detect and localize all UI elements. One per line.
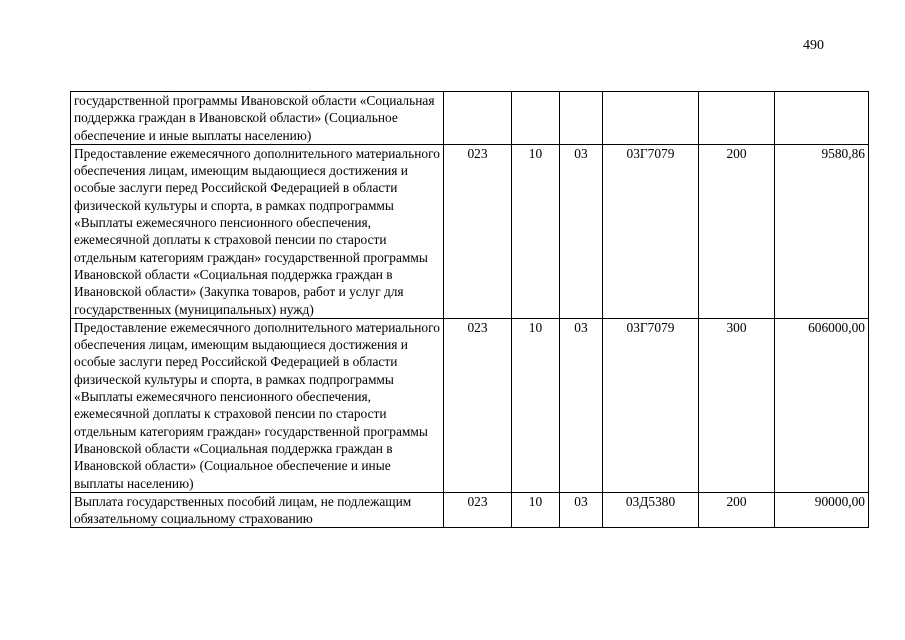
ministry-code-cell: 023 <box>444 492 512 528</box>
target-article-cell: 03Д5380 <box>603 492 699 528</box>
ministry-code-cell: 023 <box>444 144 512 318</box>
subsection-code-cell: 03 <box>560 492 603 528</box>
row-name-cell: Предоставление ежемесячного дополнительного материального обеспечения лицам, имеющим выдающиеся достижения и особые заслуги перед Российской Федерацией в области физической культуры и спорта, в рамках подпрограммы «Выплаты ежемесячного пенсионного обеспечения, ежемесячной доплаты к страховой пенсии по старости отдельным категориям граждан» государственной программы Ивановской области «Социальная поддержка граждан в Ивановской области» (Социальное обеспечение и иные выплаты населению) <box>71 318 444 492</box>
row-name-cell: Предоставление ежемесячного дополнительного материального обеспечения лицам, имеющим выдающиеся достижения и особые заслуги перед Российской Федерацией в области физической культуры и спорта, в рамках подпрограммы «Выплаты ежемесячного пенсионного обеспечения, ежемесячной доплаты к страховой пенсии по старости отдельным категориям граждан» государственной программы Ивановской области «Социальная поддержка граждан в Ивановской области» (Закупка товаров, работ и услуг для государственных (муниципальных) нужд) <box>71 144 444 318</box>
ministry-code-cell: 023 <box>444 318 512 492</box>
page-number: 490 <box>803 38 824 53</box>
section-code-cell <box>512 92 560 145</box>
section-code-cell: 10 <box>512 144 560 318</box>
amount-cell: 90000,00 <box>775 492 869 528</box>
table-row <box>71 492 869 528</box>
section-code-cell: 10 <box>512 492 560 528</box>
subsection-code-cell <box>560 92 603 145</box>
target-article-cell: 03Г7079 <box>603 318 699 492</box>
table-row <box>71 92 869 145</box>
amount-cell <box>775 92 869 145</box>
expense-type-cell: 200 <box>699 492 775 528</box>
expense-type-cell: 300 <box>699 318 775 492</box>
ministry-code-cell <box>444 92 512 145</box>
row-name-cell: Выплата государственных пособий лицам, не подлежащим обязательному социальному страхованию <box>71 492 444 528</box>
amount-cell: 606000,00 <box>775 318 869 492</box>
expense-type-cell: 200 <box>699 144 775 318</box>
amount-cell: 9580,86 <box>775 144 869 318</box>
table-row <box>71 318 869 492</box>
budget-table <box>70 91 869 528</box>
section-code-cell: 10 <box>512 318 560 492</box>
target-article-cell <box>603 92 699 145</box>
row-name-cell: государственной программы Ивановской области «Социальная поддержка граждан в Ивановской области» (Социальное обеспечение и иные выплаты населению) <box>71 92 444 145</box>
table-row <box>71 144 869 318</box>
expense-type-cell <box>699 92 775 145</box>
subsection-code-cell: 03 <box>560 318 603 492</box>
subsection-code-cell: 03 <box>560 144 603 318</box>
target-article-cell: 03Г7079 <box>603 144 699 318</box>
